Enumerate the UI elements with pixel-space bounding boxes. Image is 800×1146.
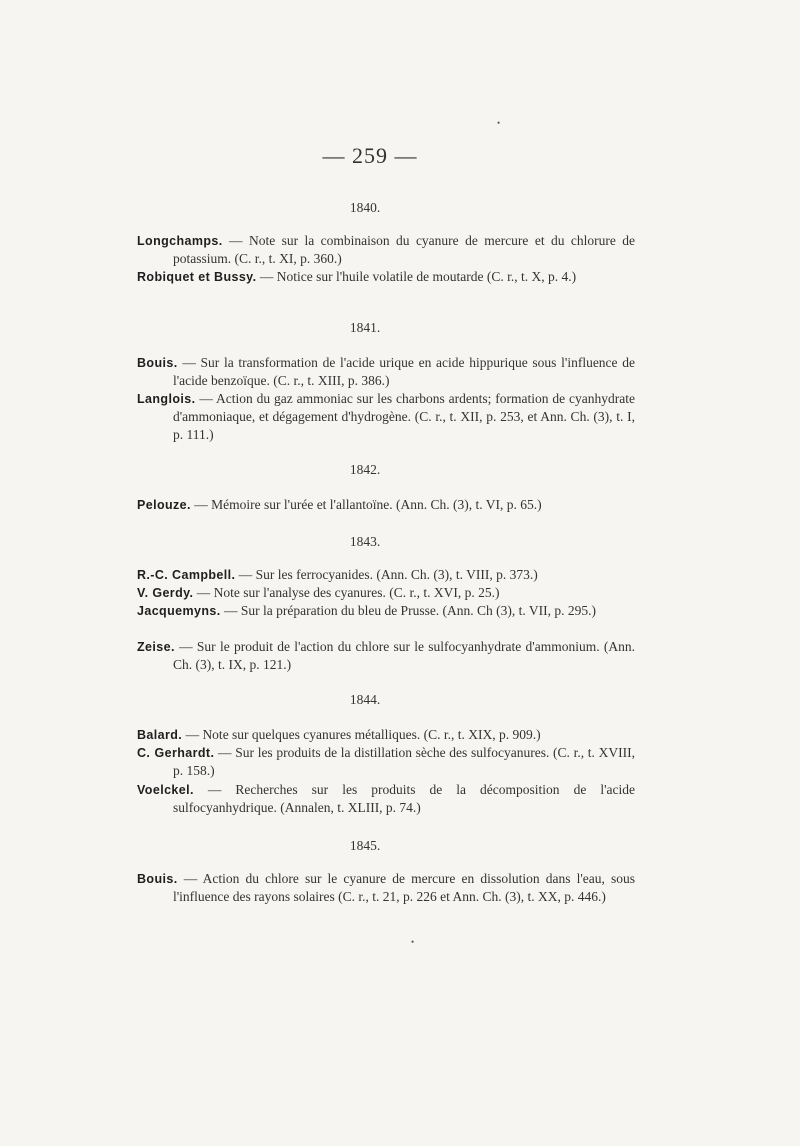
entry-text: — Note sur l'analyse des cyanures. (C. r., t. XVI, p. 25.) xyxy=(193,585,500,600)
bibliography-entry xyxy=(137,390,635,444)
entry-author: Zeise. xyxy=(137,640,175,654)
page-number: — 259 — xyxy=(322,143,418,168)
bibliography-entry xyxy=(137,870,635,906)
entry-text: — Action du chlore sur le cyanure de mercure en dissolution dans l'eau, sous l'influence des rayons solaires (C. r., t. 21, p. 226 et Ann. Ch. (3), t. XX, p. 446.) xyxy=(173,871,635,904)
year-heading: 1843. xyxy=(349,534,381,549)
entry-author: Longchamps. xyxy=(137,234,223,248)
entry-author: V. Gerdy. xyxy=(137,586,194,600)
entry-text: — Sur la transformation de l'acide urique en acide hippurique sous l'influence de l'acide benzoïque. (C. r., t. XIII, p. 386.) xyxy=(173,355,635,388)
bibliography-entry xyxy=(137,744,635,780)
bibliography-entry xyxy=(137,781,635,817)
year-heading: 1841. xyxy=(349,320,381,335)
entry-text: — Note sur quelques cyanures métalliques. (C. r., t. XIX, p. 909.) xyxy=(182,727,541,742)
entry-author: Voelckel. xyxy=(137,783,194,797)
entry-text: — Notice sur l'huile volatile de moutarde (C. r., t. X, p. 4.) xyxy=(256,269,577,284)
entry-text: — Recherches sur les produits de la décomposition de l'acide sulfocyanhydrique. (Annalen, t. XLIII, p. 74.) xyxy=(173,782,635,815)
entry-author: C. Gerhardt. xyxy=(137,746,215,760)
entry-author: Bouis. xyxy=(137,872,178,886)
year-heading: 1842. xyxy=(349,462,381,477)
entry-author: Balard. xyxy=(137,728,183,742)
entry-text: — Action du gaz ammoniac sur les charbons ardents; formation de cyanhydrate d'ammoniaque, et dégagement d'hydrogène. (C. r., t. XII, p. 253, et Ann. Ch. (3), t. I, p. 111.) xyxy=(173,391,635,442)
entry-text: — Sur la préparation du bleu de Prusse. (Ann. Ch (3), t. VII, p. 295.) xyxy=(220,603,597,618)
entry-text: — Sur les produits de la distillation sèche des sulfocyanures. (C. r., t. XVIII, p. 158.) xyxy=(173,745,635,778)
entry-author: Robiquet et Bussy. xyxy=(137,270,257,284)
bibliography-entry xyxy=(137,268,635,286)
bibliography-entry xyxy=(137,232,635,268)
year-heading: 1845. xyxy=(349,838,381,853)
entry-text: — Note sur la combinaison du cyanure de mercure et du chlorure de potassium. (C. r., t. XI, p. 360.) xyxy=(173,233,635,266)
entry-text: — Mémoire sur l'urée et l'allantoïne. (Ann. Ch. (3), t. VI, p. 65.) xyxy=(190,497,542,512)
year-heading: 1844. xyxy=(349,692,381,707)
bibliography-entry xyxy=(137,496,635,514)
bibliography-entry xyxy=(137,566,635,584)
entry-author: Bouis. xyxy=(137,356,178,370)
ink-speck: • xyxy=(411,937,415,947)
ink-speck: • xyxy=(497,118,501,128)
entry-author: Jacquemyns. xyxy=(137,604,221,618)
entry-author: R.-C. Campbell. xyxy=(137,568,236,582)
entry-author: Pelouze. xyxy=(137,498,191,512)
entry-text: — Sur les ferrocyanides. (Ann. Ch. (3), t. VIII, p. 373.) xyxy=(235,567,538,582)
entry-author: Langlois. xyxy=(137,392,196,406)
bibliography-entry xyxy=(137,584,635,602)
bibliography-entry xyxy=(137,638,635,674)
bibliography-entry xyxy=(137,726,635,744)
entry-text: — Sur le produit de l'action du chlore sur le sulfocyanhydrate d'ammonium. (Ann. Ch. (3), t. IX, p. 121.) xyxy=(173,639,635,672)
year-heading: 1840. xyxy=(349,200,381,215)
bibliography-entry xyxy=(137,602,635,620)
bibliography-entry xyxy=(137,354,635,390)
